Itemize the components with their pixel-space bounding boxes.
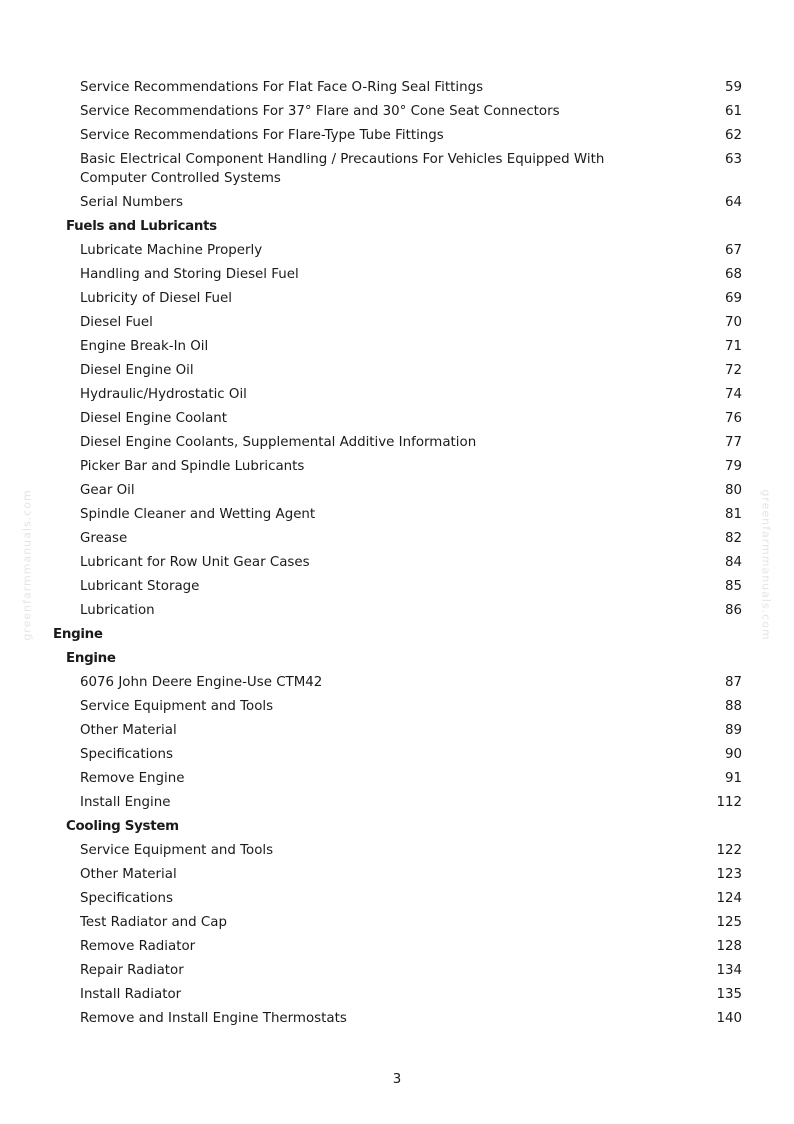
toc-entry-title: Specifications: [80, 891, 173, 906]
toc-entry-page: 128: [716, 939, 742, 954]
toc-entry-title: Engine Break-In Oil: [80, 339, 209, 354]
toc-entry-page: 81: [724, 507, 742, 522]
toc-entry-title: Other Material: [80, 867, 177, 882]
toc-entry-title: Repair Radiator: [80, 963, 184, 978]
toc-entry-title: Service Recommendations For 37° Flare and 30° Cone Seat Connectors: [80, 104, 560, 119]
toc-entry-page: 88: [724, 699, 742, 714]
watermark-left: greenfarmmanuals.com: [20, 489, 34, 641]
toc-entry[interactable]: [0, 839, 794, 863]
toc-entry[interactable]: [0, 671, 794, 695]
toc-entry-page: 72: [724, 363, 742, 378]
toc-entry[interactable]: [0, 431, 794, 455]
toc-entry-title: Remove Engine: [80, 771, 185, 786]
toc-entry[interactable]: [0, 335, 794, 359]
toc-entry[interactable]: [0, 479, 794, 503]
toc-entry-title: Service Recommendations For Flat Face O-Ring Seal Fittings: [80, 80, 484, 95]
toc-entry[interactable]: [0, 887, 794, 911]
toc-entry[interactable]: [0, 911, 794, 935]
toc-entry[interactable]: [0, 695, 794, 719]
toc-entry-title: Install Engine: [80, 795, 171, 810]
toc-entry-title: Grease: [80, 531, 128, 546]
toc-entry-title: Lubricant for Row Unit Gear Cases: [80, 555, 310, 570]
toc-entry-title: Lubricity of Diesel Fuel: [80, 291, 232, 306]
toc-entry-title: Remove and Install Engine Thermostats: [80, 1011, 347, 1026]
toc-entry-page: 140: [716, 1011, 742, 1026]
toc-entry-page: 85: [724, 579, 742, 594]
toc-entry[interactable]: [0, 791, 794, 815]
toc-entry[interactable]: [0, 503, 794, 527]
toc-entry[interactable]: [0, 599, 794, 623]
toc-entry[interactable]: [0, 76, 794, 100]
toc-entry-page: 67: [724, 243, 742, 258]
toc-entry[interactable]: [0, 863, 794, 887]
toc-entry-title: Serial Numbers: [80, 195, 183, 210]
toc-entry-page: 87: [724, 675, 742, 690]
toc-entry-page: 123: [716, 867, 742, 882]
toc-entry-title: Diesel Engine Coolants, Supplemental Additive Information: [80, 435, 477, 450]
toc-entry-title: Engine: [53, 627, 103, 642]
toc-entry-page: 62: [724, 128, 742, 143]
toc-entry-title: Engine: [66, 651, 116, 666]
toc-entry-title: Fuels and Lubricants: [66, 219, 217, 234]
toc-entry-page: 76: [724, 411, 742, 426]
toc-entry-page: 61: [724, 104, 742, 119]
toc-entry-page: 70: [724, 315, 742, 330]
toc-entry[interactable]: [0, 407, 794, 431]
toc-entry[interactable]: [0, 311, 794, 335]
toc-entry-title: Hydraulic/Hydrostatic Oil: [80, 387, 247, 402]
watermark-right: greenfarmmanuals.com: [759, 489, 773, 641]
toc-entry-page: 59: [724, 80, 742, 95]
toc-entry-page: 82: [724, 531, 742, 546]
toc-entry[interactable]: [0, 575, 794, 599]
toc-entry[interactable]: [0, 239, 794, 263]
toc-entry[interactable]: [0, 959, 794, 983]
toc-entry-title: Other Material: [80, 723, 177, 738]
toc-section-heading[interactable]: [0, 647, 794, 671]
toc-entry-title: Test Radiator and Cap: [80, 915, 227, 930]
toc-entry-page: 124: [716, 891, 742, 906]
toc-entry-title: Service Equipment and Tools: [80, 699, 274, 714]
toc-entry[interactable]: [0, 527, 794, 551]
toc-entry[interactable]: [0, 767, 794, 791]
toc-entry-title: Specifications: [80, 747, 173, 762]
toc-entry-page: 79: [724, 459, 742, 474]
toc-entry-title: 6076 John Deere Engine-Use CTM42: [80, 675, 323, 690]
toc-section-heading[interactable]: [0, 215, 794, 239]
toc-entry-page: 112: [716, 795, 742, 810]
toc-entry-title: Gear Oil: [80, 483, 135, 498]
toc-entry-page: 135: [716, 987, 742, 1002]
toc-entry[interactable]: [0, 287, 794, 311]
toc-entry-title: Diesel Fuel: [80, 315, 153, 330]
toc-entry-title: Spindle Cleaner and Wetting Agent: [80, 507, 316, 522]
toc-entry-page: 134: [716, 963, 742, 978]
toc-entry-title: Cooling System: [66, 819, 179, 834]
toc-entry[interactable]: [0, 551, 794, 575]
toc-entry-page: 77: [724, 435, 742, 450]
toc-entry[interactable]: [0, 148, 794, 191]
toc-entry-page: 122: [716, 843, 742, 858]
toc-entry-page: 64: [724, 195, 742, 210]
toc-entry-page: 69: [724, 291, 742, 306]
toc-entry-page: 71: [724, 339, 742, 354]
toc-entry-page: 90: [724, 747, 742, 762]
toc-entry[interactable]: [0, 935, 794, 959]
table-of-contents: [0, 76, 794, 1031]
toc-entry-title: Handling and Storing Diesel Fuel: [80, 267, 299, 282]
toc-entry-title: Remove Radiator: [80, 939, 196, 954]
toc-entry-page: 125: [716, 915, 742, 930]
toc-chapter-heading[interactable]: [0, 623, 794, 647]
toc-entry-title: Service Equipment and Tools: [80, 843, 274, 858]
toc-entry-title: Lubrication: [80, 603, 155, 618]
toc-entry-title: Service Recommendations For Flare-Type Tube Fittings: [80, 128, 444, 143]
toc-entry-page: 86: [724, 603, 742, 618]
toc-entry[interactable]: [0, 359, 794, 383]
toc-entry-title: Picker Bar and Spindle Lubricants: [80, 459, 305, 474]
toc-entry[interactable]: [0, 263, 794, 287]
toc-entry[interactable]: [0, 983, 794, 1007]
toc-entry[interactable]: [0, 191, 794, 215]
toc-entry[interactable]: [0, 719, 794, 743]
toc-entry-title: Diesel Engine Coolant: [80, 411, 228, 426]
toc-entry-title: Lubricate Machine Properly: [80, 243, 263, 258]
toc-entry[interactable]: [0, 743, 794, 767]
toc-entry[interactable]: [0, 124, 794, 148]
toc-entry-page: 74: [724, 387, 742, 402]
toc-entry[interactable]: [0, 383, 794, 407]
toc-entry-title: Install Radiator: [80, 987, 182, 1002]
toc-entry-page: 80: [724, 483, 742, 498]
toc-entry-title: Lubricant Storage: [80, 579, 200, 594]
toc-entry[interactable]: [0, 1007, 794, 1031]
toc-entry-page: 63: [724, 152, 742, 167]
page-number: 3: [392, 1072, 402, 1087]
toc-entry-page: 84: [724, 555, 742, 570]
toc-entry-page: 68: [724, 267, 742, 282]
toc-entry[interactable]: [0, 100, 794, 124]
toc-entry-title: Basic Electrical Component Handling / Precautions For Vehicles Equipped With Computer Controlled Systems: [80, 152, 605, 186]
toc-entry-page: 89: [724, 723, 742, 738]
toc-entry-title: Diesel Engine Oil: [80, 363, 194, 378]
toc-entry-page: 91: [724, 771, 742, 786]
toc-entry[interactable]: [0, 455, 794, 479]
toc-section-heading[interactable]: [0, 815, 794, 839]
